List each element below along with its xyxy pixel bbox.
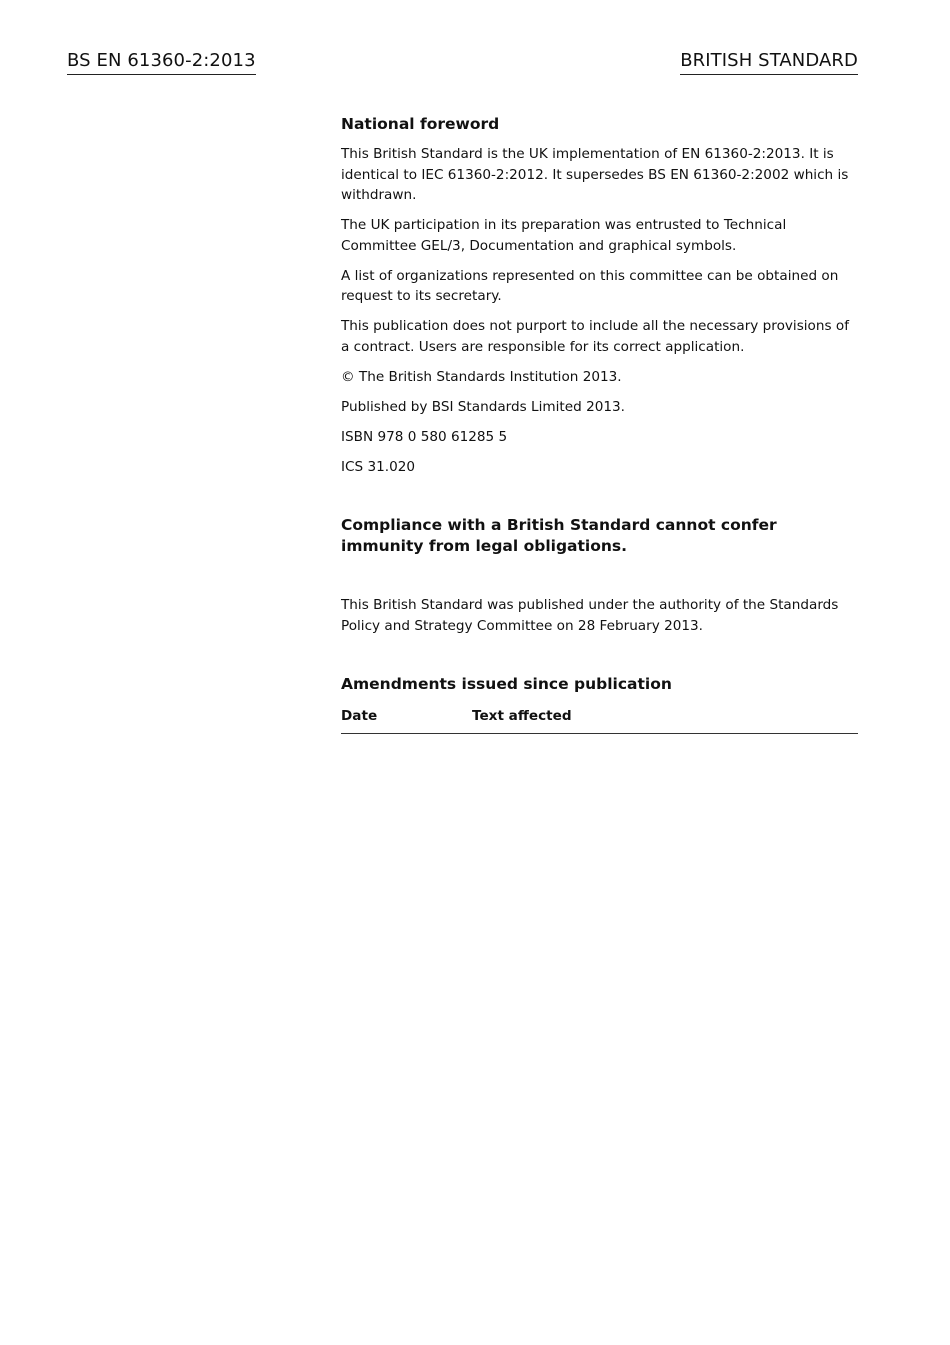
document-number: BS EN 61360-2:2013	[67, 50, 256, 75]
main-content	[341, 114, 858, 734]
foreword-heading: National foreword	[341, 115, 500, 133]
foreword-paragraph: A list of organizations represented on this committee can be obtained on request to its secretary.	[341, 267, 839, 304]
amendments-table-header	[341, 707, 858, 734]
copyright-line: © The British Standards Institution 2013.	[341, 368, 622, 385]
foreword-paragraph: The UK participation in its preparation was entrusted to Technical Committee GEL/3, Documentation and graphical symbols.	[341, 217, 787, 254]
amendments-heading: Amendments issued since publication	[341, 675, 672, 693]
ics-line: ICS 31.020	[341, 458, 416, 475]
column-header-text-affected: Text affected	[472, 708, 572, 724]
foreword-paragraph: This British Standard is the UK implementation of EN 61360-2:2013. It is identical to IEC 61360-2:2012. It supersedes BS EN 61360-2:2002 which is withdrawn.	[341, 146, 849, 203]
compliance-notice: Compliance with a British Standard cannot confer immunity from legal obligations.	[341, 516, 777, 555]
foreword-paragraph: This publication does not purport to include all the necessary provisions of a contract. Users are responsible for its correct application.	[341, 318, 849, 355]
publisher-line: Published by BSI Standards Limited 2013.	[341, 398, 625, 415]
standard-type-label: BRITISH STANDARD	[680, 50, 858, 75]
authority-statement: This British Standard was published under the authority of the Standards Policy and Strategy Committee on 28 February 2013.	[341, 597, 839, 634]
isbn-line: ISBN 978 0 580 61285 5	[341, 428, 508, 445]
column-header-date: Date	[341, 708, 378, 724]
